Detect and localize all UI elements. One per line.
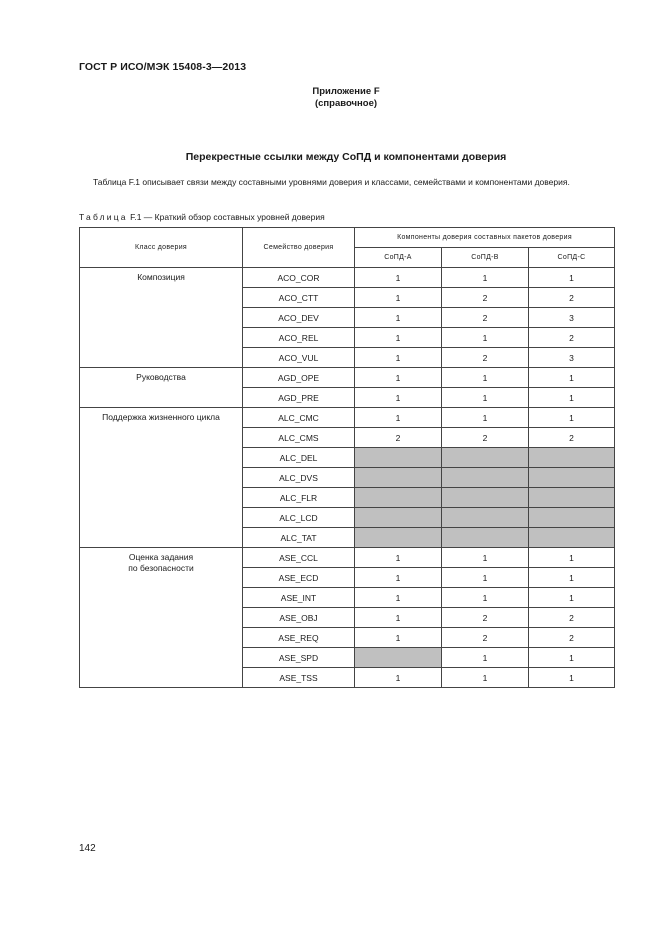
family-cell: ALC_CMS <box>243 428 355 448</box>
family-cell: ALC_DEL <box>243 448 355 468</box>
component-value-cell: 1 <box>355 588 442 608</box>
empty-shaded-cell <box>529 468 615 488</box>
component-value-cell: 2 <box>442 628 529 648</box>
empty-shaded-cell <box>355 508 442 528</box>
component-value-cell: 2 <box>529 288 615 308</box>
family-cell: ALC_FLR <box>243 488 355 508</box>
empty-shaded-cell <box>355 528 442 548</box>
component-value-cell: 1 <box>442 648 529 668</box>
component-value-cell: 2 <box>442 348 529 368</box>
component-value-cell: 1 <box>355 288 442 308</box>
header-package-a: СоПД-А <box>355 248 442 268</box>
component-value-cell: 1 <box>529 648 615 668</box>
component-value-cell: 1 <box>442 588 529 608</box>
class-name-line: Оценка задания <box>128 552 194 562</box>
component-value-cell: 1 <box>442 328 529 348</box>
family-cell: ASE_SPD <box>243 648 355 668</box>
component-value-cell: 1 <box>529 568 615 588</box>
class-cell <box>80 548 243 688</box>
component-value-cell: 1 <box>442 408 529 428</box>
component-value-cell: 1 <box>529 368 615 388</box>
table-caption-text: F.1 — Краткий обзор составных уровней доверия <box>127 212 325 222</box>
header-family: Семейство доверия <box>243 228 355 268</box>
family-cell: ALC_TAT <box>243 528 355 548</box>
component-value-cell: 1 <box>355 368 442 388</box>
component-value-cell: 2 <box>529 328 615 348</box>
component-value-cell: 1 <box>442 668 529 688</box>
component-value-cell: 1 <box>355 628 442 648</box>
component-value-cell: 1 <box>355 608 442 628</box>
table-row <box>80 268 615 288</box>
component-value-cell: 1 <box>529 408 615 428</box>
family-cell: ASE_OBJ <box>243 608 355 628</box>
assurance-table <box>79 227 615 688</box>
empty-shaded-cell <box>442 528 529 548</box>
component-value-cell: 1 <box>529 388 615 408</box>
component-value-cell: 2 <box>529 608 615 628</box>
table-row <box>80 368 615 388</box>
table-body <box>80 228 615 688</box>
component-value-cell: 1 <box>355 668 442 688</box>
component-value-cell: 2 <box>355 428 442 448</box>
family-cell: ALC_CMC <box>243 408 355 428</box>
component-value-cell: 1 <box>355 308 442 328</box>
family-cell: ALC_LCD <box>243 508 355 528</box>
empty-shaded-cell <box>355 488 442 508</box>
annex-subtitle: (справочное) <box>314 98 378 109</box>
component-value-cell: 1 <box>442 548 529 568</box>
header-package-b: СоПД-В <box>442 248 529 268</box>
component-value-cell: 1 <box>442 388 529 408</box>
empty-shaded-cell <box>529 448 615 468</box>
component-value-cell: 1 <box>442 568 529 588</box>
page-number: 142 <box>79 843 96 854</box>
empty-shaded-cell <box>529 488 615 508</box>
family-cell: AGD_PRE <box>243 388 355 408</box>
component-value-cell: 2 <box>529 628 615 648</box>
empty-shaded-cell <box>442 468 529 488</box>
component-value-cell: 1 <box>355 548 442 568</box>
class-cell <box>80 408 243 548</box>
empty-shaded-cell <box>529 528 615 548</box>
family-cell: ACO_VUL <box>243 348 355 368</box>
empty-shaded-cell <box>442 448 529 468</box>
component-value-cell: 2 <box>529 428 615 448</box>
table-caption <box>79 212 325 222</box>
component-value-cell: 2 <box>442 288 529 308</box>
empty-shaded-cell <box>442 488 529 508</box>
family-cell: ASE_REQ <box>243 628 355 648</box>
component-value-cell: 1 <box>529 268 615 288</box>
family-cell: ASE_INT <box>243 588 355 608</box>
component-value-cell: 1 <box>529 668 615 688</box>
header-components: Компоненты доверия составных пакетов доверия <box>355 228 615 248</box>
component-value-cell: 3 <box>529 308 615 328</box>
component-value-cell: 1 <box>442 268 529 288</box>
annex-heading <box>0 86 661 110</box>
class-name-line: по безопасности <box>128 563 194 573</box>
component-value-cell: 1 <box>355 268 442 288</box>
empty-shaded-cell <box>442 508 529 528</box>
component-value-cell: 1 <box>355 408 442 428</box>
component-value-cell: 3 <box>529 348 615 368</box>
class-name-line: Поддержка жизненного цикла <box>102 412 220 422</box>
header-package-c: СоПД-С <box>529 248 615 268</box>
header-class: Класс доверия <box>80 228 243 268</box>
family-cell: ACO_REL <box>243 328 355 348</box>
table-header-row <box>80 228 615 248</box>
component-value-cell: 2 <box>442 308 529 328</box>
empty-shaded-cell <box>529 508 615 528</box>
empty-shaded-cell <box>355 648 442 668</box>
intro-paragraph: Таблица F.1 описывает связи между составными уровнями доверия и классами, семействами и компонентами доверия. <box>93 177 570 187</box>
family-cell: ASE_TSS <box>243 668 355 688</box>
family-cell: ALC_DVS <box>243 468 355 488</box>
empty-shaded-cell <box>355 468 442 488</box>
family-cell: ACO_CTT <box>243 288 355 308</box>
component-value-cell: 1 <box>355 348 442 368</box>
standard-header: ГОСТ Р ИСО/МЭК 15408-3—2013 <box>79 61 247 73</box>
table-row <box>80 548 615 568</box>
table-row <box>80 408 615 428</box>
component-value-cell: 1 <box>529 588 615 608</box>
class-cell <box>80 368 243 408</box>
family-cell: ACO_COR <box>243 268 355 288</box>
empty-shaded-cell <box>355 448 442 468</box>
component-value-cell: 1 <box>355 388 442 408</box>
component-value-cell: 2 <box>442 428 529 448</box>
component-value-cell: 1 <box>355 568 442 588</box>
class-name-line: Руководства <box>136 372 186 382</box>
component-value-cell: 1 <box>442 368 529 388</box>
family-cell: ASE_ECD <box>243 568 355 588</box>
family-cell: ASE_CCL <box>243 548 355 568</box>
component-value-cell: 1 <box>355 328 442 348</box>
component-value-cell: 2 <box>442 608 529 628</box>
class-name-line: Композиция <box>137 272 185 282</box>
family-cell: ACO_DEV <box>243 308 355 328</box>
class-cell <box>80 268 243 368</box>
family-cell: AGD_OPE <box>243 368 355 388</box>
component-value-cell: 1 <box>529 548 615 568</box>
table-caption-prefix: Таблица <box>79 212 128 222</box>
section-title: Перекрестные ссылки между СоПД и компонентами доверия <box>185 151 507 163</box>
annex-title: Приложение F <box>312 86 380 97</box>
